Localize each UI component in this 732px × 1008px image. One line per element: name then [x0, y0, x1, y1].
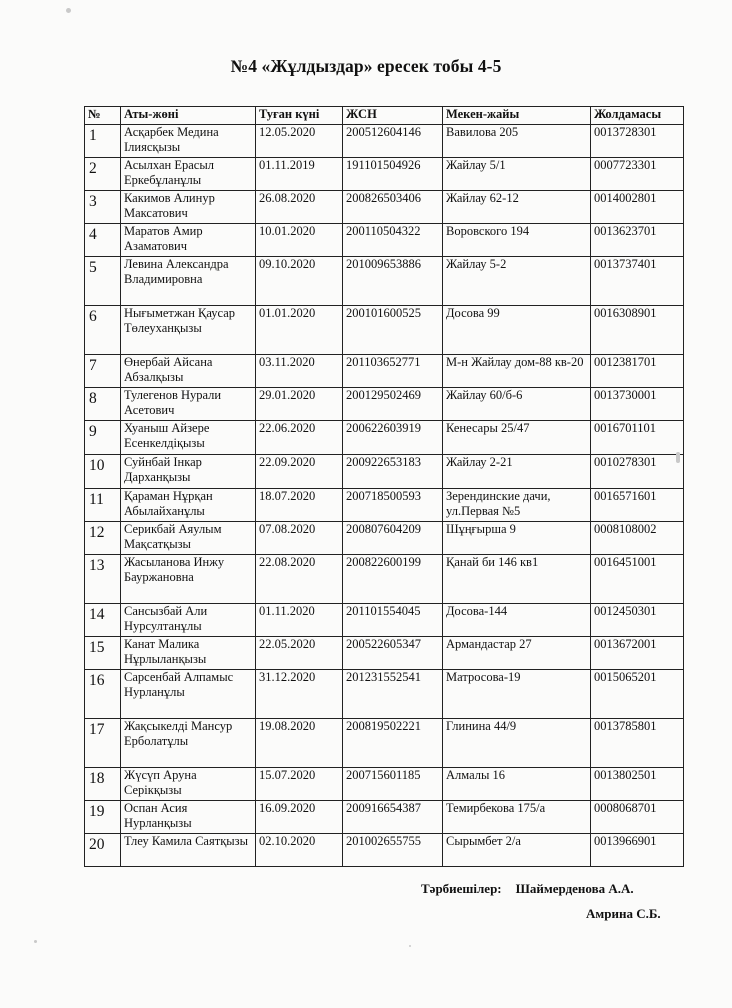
address: Досова 99	[443, 306, 591, 355]
row-number: 16	[85, 670, 121, 719]
child-name: Жақсыкелді Мансур Ерболатұлы	[121, 719, 256, 768]
teacher-name-2: Амрина С.Б.	[586, 906, 661, 921]
child-name: Оспан Асия Нурланқызы	[121, 801, 256, 834]
address: Досова-144	[443, 604, 591, 637]
address: Армандастар 27	[443, 637, 591, 670]
row-number: 4	[85, 224, 121, 257]
address: Матросова-19	[443, 670, 591, 719]
table-row	[85, 801, 684, 834]
row-number: 12	[85, 522, 121, 555]
table-row	[85, 191, 684, 224]
referral-number: 0016701101	[591, 421, 684, 455]
address: Сырымбет 2/а	[443, 834, 591, 867]
table-row	[85, 768, 684, 801]
iin: 200922653183	[343, 455, 443, 489]
referral-number: 0013737401	[591, 257, 684, 306]
iin: 200622603919	[343, 421, 443, 455]
table-row	[85, 522, 684, 555]
table-row	[85, 306, 684, 355]
birth-date: 22.05.2020	[256, 637, 343, 670]
birth-date: 09.10.2020	[256, 257, 343, 306]
birth-date: 19.08.2020	[256, 719, 343, 768]
table-row	[85, 834, 684, 867]
row-number: 9	[85, 421, 121, 455]
iin: 200819502221	[343, 719, 443, 768]
signature-label: Тәрбиешілер:	[421, 881, 502, 896]
iin: 200110504322	[343, 224, 443, 257]
child-name: Жасыланова Инжу Бауржановна	[121, 555, 256, 604]
row-number: 13	[85, 555, 121, 604]
column-header-address: Мекен-жайы	[443, 107, 591, 125]
iin: 191101504926	[343, 158, 443, 191]
child-name: Суйнбай Інкар Дарханқызы	[121, 455, 256, 489]
child-name: Канат Малика Нұрлыланқызы	[121, 637, 256, 670]
referral-number: 0016308901	[591, 306, 684, 355]
iin: 200715601185	[343, 768, 443, 801]
birth-date: 01.01.2020	[256, 306, 343, 355]
row-number: 1	[85, 125, 121, 158]
table-row	[85, 604, 684, 637]
address: Темирбекова 175/а	[443, 801, 591, 834]
iin: 201009653886	[343, 257, 443, 306]
address: Жайлау 5/1	[443, 158, 591, 191]
birth-date: 31.12.2020	[256, 670, 343, 719]
table-row	[85, 489, 684, 522]
table-row	[85, 355, 684, 388]
address: Зерендинские дачи, ул.Первая №5	[443, 489, 591, 522]
column-header-iin: ЖСН	[343, 107, 443, 125]
iin: 201103652771	[343, 355, 443, 388]
table-row	[85, 719, 684, 768]
birth-date: 22.06.2020	[256, 421, 343, 455]
scan-speck	[676, 452, 680, 463]
address: Қанай би 146 кв1	[443, 555, 591, 604]
referral-number: 0013623701	[591, 224, 684, 257]
child-name: Тулегенов Нурали Асетович	[121, 388, 256, 421]
child-name: Серикбай Аяулым Мақсатқызы	[121, 522, 256, 555]
child-name: Асылхан Ерасыл Еркебұланұлы	[121, 158, 256, 191]
row-number: 10	[85, 455, 121, 489]
row-number: 7	[85, 355, 121, 388]
referral-number: 0008068701	[591, 801, 684, 834]
table-row	[85, 455, 684, 489]
address: Глинина 44/9	[443, 719, 591, 768]
child-name: Қараман Нұрқан Абылайханұлы	[121, 489, 256, 522]
column-header-number: №	[85, 107, 121, 125]
table-row	[85, 158, 684, 191]
table-row	[85, 670, 684, 719]
iin: 200807604209	[343, 522, 443, 555]
address: Жайлау 62-12	[443, 191, 591, 224]
address: Жайлау 60/б-6	[443, 388, 591, 421]
birth-date: 26.08.2020	[256, 191, 343, 224]
referral-number: 0008108002	[591, 522, 684, 555]
iin: 200129502469	[343, 388, 443, 421]
roster-table	[84, 106, 684, 867]
address: М-н Жайлау дом-88 кв-20	[443, 355, 591, 388]
child-name: Өнербай Айсана Абзалқызы	[121, 355, 256, 388]
iin: 200826503406	[343, 191, 443, 224]
row-number: 17	[85, 719, 121, 768]
birth-date: 22.09.2020	[256, 455, 343, 489]
birth-date: 16.09.2020	[256, 801, 343, 834]
column-header-birth-date: Туған күні	[256, 107, 343, 125]
address: Жайлау 2-21	[443, 455, 591, 489]
table-row	[85, 555, 684, 604]
table-row	[85, 388, 684, 421]
child-name: Какимов Алинур Максатович	[121, 191, 256, 224]
row-number: 5	[85, 257, 121, 306]
iin: 201101554045	[343, 604, 443, 637]
referral-number: 0013785801	[591, 719, 684, 768]
teacher-name-1: Шаймерденова А.А.	[515, 881, 634, 896]
birth-date: 01.11.2019	[256, 158, 343, 191]
table-row	[85, 224, 684, 257]
table-row	[85, 257, 684, 306]
iin: 200916654387	[343, 801, 443, 834]
address: Кенесары 25/47	[443, 421, 591, 455]
child-name: Жүсүп Аруна Серікқызы	[121, 768, 256, 801]
referral-number: 0016571601	[591, 489, 684, 522]
child-name: Маратов Амир Азаматович	[121, 224, 256, 257]
birth-date: 02.10.2020	[256, 834, 343, 867]
address: Жайлау 5-2	[443, 257, 591, 306]
birth-date: 10.01.2020	[256, 224, 343, 257]
birth-date: 29.01.2020	[256, 388, 343, 421]
child-name: Асқарбек Медина Ілиясқызы	[121, 125, 256, 158]
birth-date: 07.08.2020	[256, 522, 343, 555]
referral-number: 0013728301	[591, 125, 684, 158]
referral-number: 0016451001	[591, 555, 684, 604]
birth-date: 15.07.2020	[256, 768, 343, 801]
referral-number: 0013966901	[591, 834, 684, 867]
row-number: 8	[85, 388, 121, 421]
birth-date: 03.11.2020	[256, 355, 343, 388]
referral-number: 0010278301	[591, 455, 684, 489]
column-header-full-name: Аты-жөні	[121, 107, 256, 125]
child-name: Хуаныш Айзере Есенкелдіқызы	[121, 421, 256, 455]
child-name: Сарсенбай Алпамыс Нурланұлы	[121, 670, 256, 719]
table-row	[85, 637, 684, 670]
iin: 200718500593	[343, 489, 443, 522]
birth-date: 22.08.2020	[256, 555, 343, 604]
iin: 201231552541	[343, 670, 443, 719]
scan-speck	[66, 8, 71, 13]
row-number: 18	[85, 768, 121, 801]
referral-number: 0013730001	[591, 388, 684, 421]
address: Алмалы 16	[443, 768, 591, 801]
table-row	[85, 421, 684, 455]
iin: 200522605347	[343, 637, 443, 670]
table-row	[85, 125, 684, 158]
scan-speck	[409, 945, 411, 947]
row-number: 14	[85, 604, 121, 637]
column-header-referral: Жолдамасы	[591, 107, 684, 125]
address: Шұңғырша 9	[443, 522, 591, 555]
iin: 200512604146	[343, 125, 443, 158]
row-number: 3	[85, 191, 121, 224]
child-name: Нығыметжан Қаусар Төлеуханқызы	[121, 306, 256, 355]
iin: 201002655755	[343, 834, 443, 867]
table-header-row	[85, 107, 684, 125]
referral-number: 0015065201	[591, 670, 684, 719]
referral-number: 0012381701	[591, 355, 684, 388]
referral-number: 0013802501	[591, 768, 684, 801]
row-number: 11	[85, 489, 121, 522]
referral-number: 0013672001	[591, 637, 684, 670]
row-number: 19	[85, 801, 121, 834]
referral-number: 0012450301	[591, 604, 684, 637]
address: Воровского 194	[443, 224, 591, 257]
referral-number: 0007723301	[591, 158, 684, 191]
row-number: 20	[85, 834, 121, 867]
row-number: 2	[85, 158, 121, 191]
iin: 200101600525	[343, 306, 443, 355]
row-number: 15	[85, 637, 121, 670]
child-name: Тлеу Камила Саятқызы	[121, 834, 256, 867]
row-number: 6	[85, 306, 121, 355]
signature-line	[421, 881, 634, 897]
child-name: Левина Александра Владимировна	[121, 257, 256, 306]
referral-number: 0014002801	[591, 191, 684, 224]
page-title: №4 «Жұлдыздар» ересек тобы 4-5	[230, 56, 502, 76]
birth-date: 12.05.2020	[256, 125, 343, 158]
scan-speck	[34, 940, 37, 943]
child-name: Сансызбай Али Нурсултанұлы	[121, 604, 256, 637]
birth-date: 18.07.2020	[256, 489, 343, 522]
birth-date: 01.11.2020	[256, 604, 343, 637]
address: Вавилова 205	[443, 125, 591, 158]
iin: 200822600199	[343, 555, 443, 604]
